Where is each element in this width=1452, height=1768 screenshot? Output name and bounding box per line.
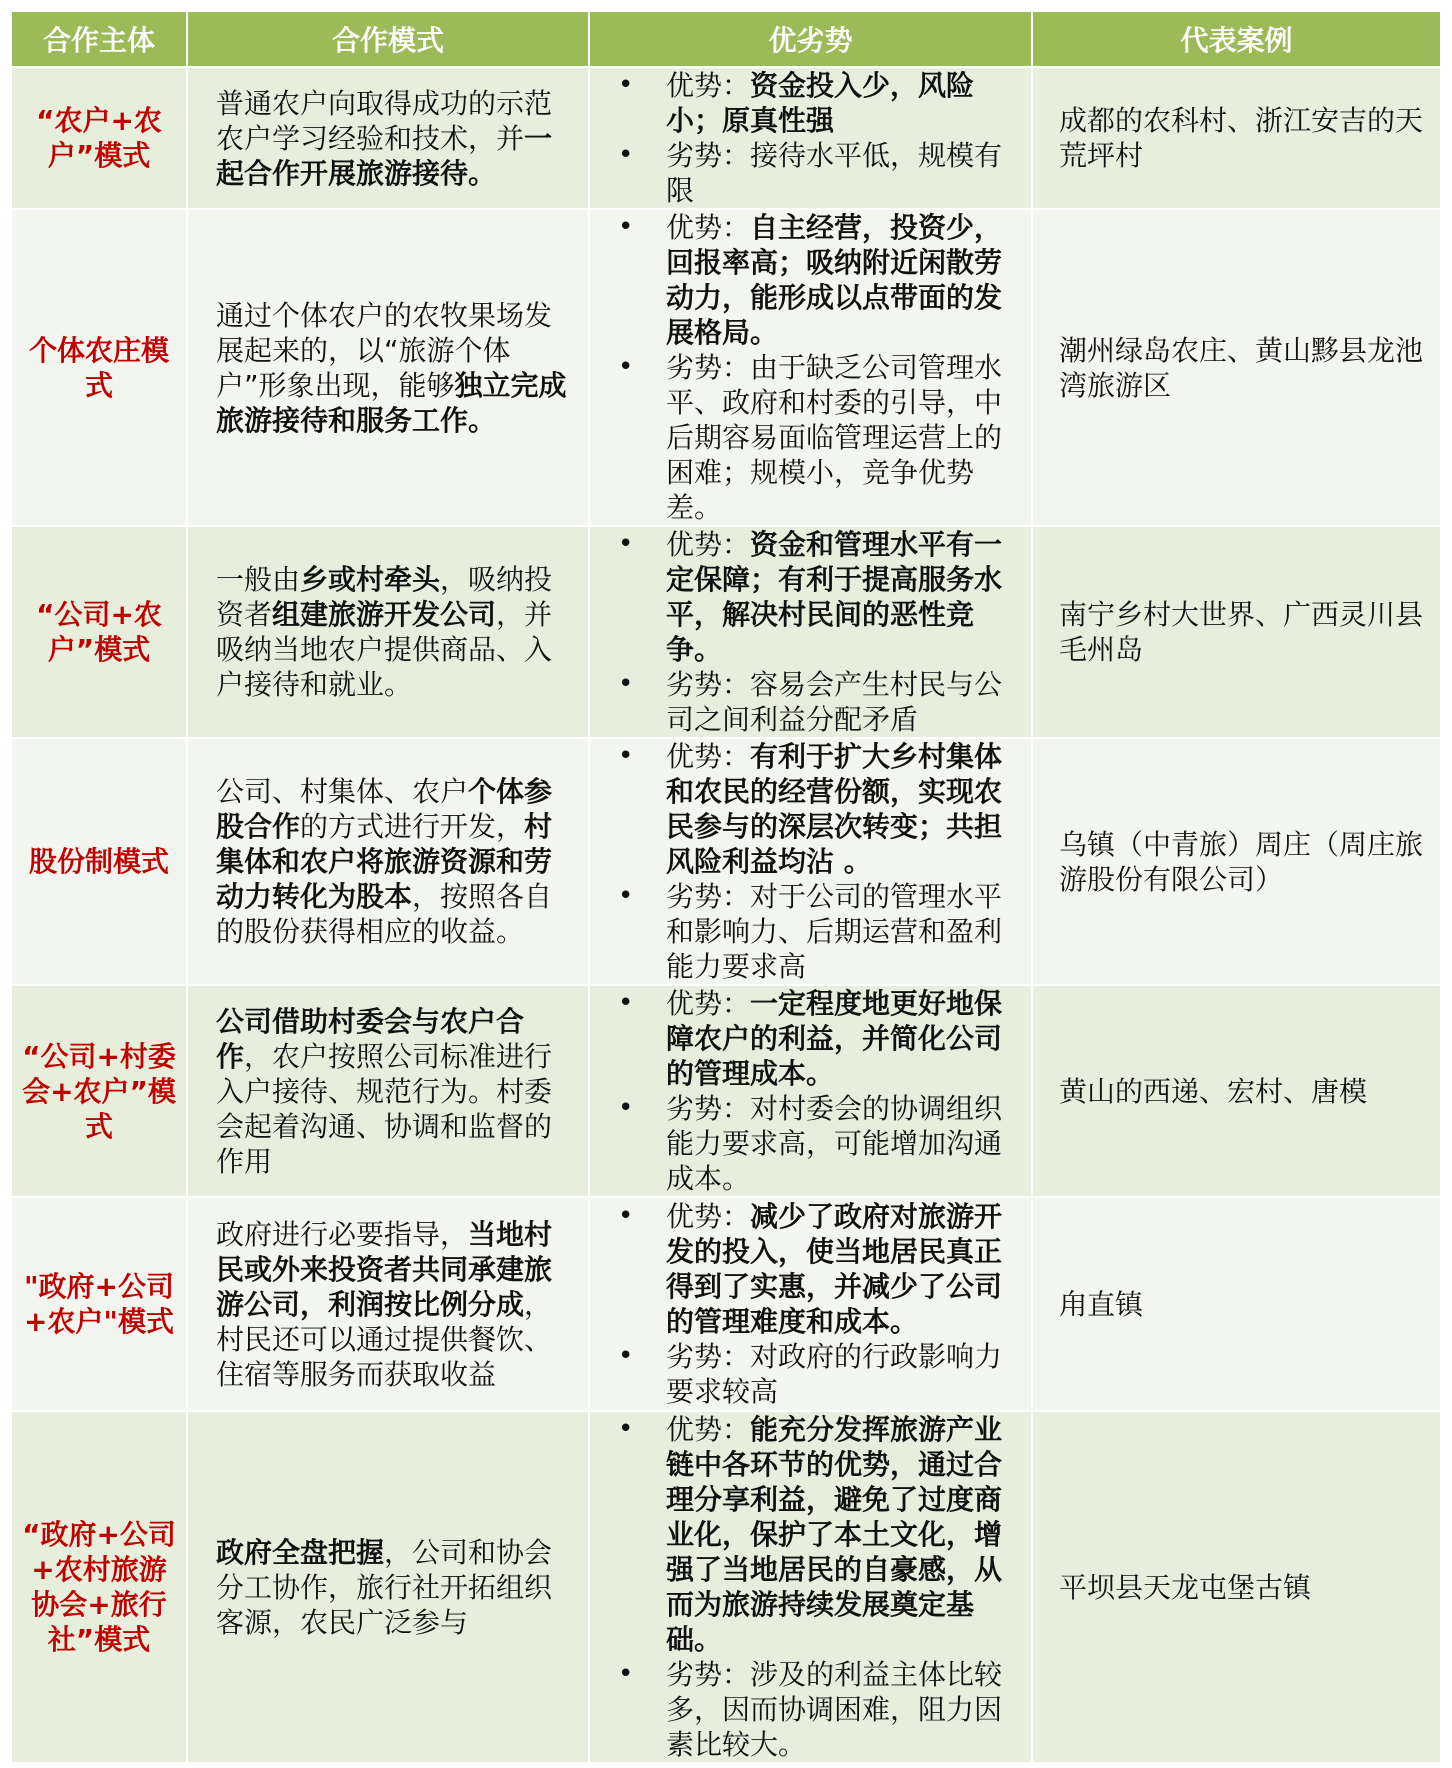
pros-cons-list xyxy=(606,527,1017,737)
text-segment: 对村委会的协调组织能力要求高，可能增加沟通成本。 xyxy=(666,1092,1003,1195)
cooperation-mode-cell xyxy=(188,525,590,737)
cooperation-subject-cell: "政府+公司+农户"模式 xyxy=(12,1196,188,1410)
cooperation-subject-cell: “政府+公司+农村旅游协会+旅行社”模式 xyxy=(12,1410,188,1762)
table-row xyxy=(12,984,1440,1196)
pros-cons-list xyxy=(606,1199,1017,1409)
text-segment: 对政府的行政影响力要求较高 xyxy=(666,1340,1003,1408)
header-representative-cases: 代表案例 xyxy=(1033,12,1440,66)
cooperation-mode-cell xyxy=(188,1196,590,1410)
emphasized-text: 村集体和农户将旅游资源和劳动力转化为股本 xyxy=(216,810,553,913)
emphasized-text: 组建旅游开发公司 xyxy=(272,598,497,631)
header-cooperation-subject: 合作主体 xyxy=(12,12,188,66)
pros-cons-cell xyxy=(590,1196,1033,1410)
representative-case-cell: 甪直镇 xyxy=(1033,1196,1440,1410)
table-row xyxy=(12,1196,1440,1410)
emphasized-text: 个体参股合作 xyxy=(216,775,553,843)
emphasized-text: 资金和管理水平有一定保障；有利于提高服务水平，解决村民间的恶性竞争。 xyxy=(666,528,1003,666)
advantage-item xyxy=(606,527,1017,667)
text-segment: ，村民还可以通过提供餐饮、住宿等服务而获取收益 xyxy=(216,1287,553,1391)
header-pros-cons: 优劣势 xyxy=(590,12,1033,66)
advantage-label: 优势： xyxy=(666,211,751,244)
disadvantage-item xyxy=(606,1339,1017,1409)
cooperation-model-table xyxy=(12,12,1440,1762)
pros-cons-cell xyxy=(590,525,1033,737)
disadvantage-label: 劣势： xyxy=(666,1658,751,1691)
disadvantage-label: 劣势： xyxy=(666,880,751,913)
text-segment: 接待水平低，规模有限 xyxy=(666,139,1003,207)
pros-cons-list xyxy=(606,739,1017,984)
table-row xyxy=(12,208,1440,525)
table-row xyxy=(12,525,1440,737)
table-row xyxy=(12,1410,1440,1762)
emphasized-text: 资金投入少，风险小；原真性强 xyxy=(666,69,975,137)
text-segment: 的方式进行开发， xyxy=(300,810,525,843)
text-segment: 涉及的利益主体比较多，因而协调困难，阻力因素比较大。 xyxy=(666,1658,1003,1761)
pros-cons-cell xyxy=(590,1410,1033,1762)
cooperation-mode-cell xyxy=(188,66,590,208)
representative-case-cell: 黄山的西递、宏村、唐模 xyxy=(1033,984,1440,1196)
disadvantage-label: 劣势： xyxy=(666,1092,751,1125)
disadvantage-item xyxy=(606,138,1017,208)
disadvantage-label: 劣势： xyxy=(666,139,751,172)
advantage-label: 优势： xyxy=(666,528,751,561)
table-row xyxy=(12,66,1440,208)
advantage-label: 优势： xyxy=(666,69,751,102)
advantage-item xyxy=(606,210,1017,350)
representative-case-cell: 南宁乡村大世界、广西灵川县毛州岛 xyxy=(1033,525,1440,737)
cooperation-subject-cell: “公司+农户”模式 xyxy=(12,525,188,737)
disadvantage-item xyxy=(606,1657,1017,1762)
emphasized-text: 公司借助村委会与农户合作 xyxy=(216,1004,525,1073)
emphasized-text: 能充分发挥旅游产业链中各环节的优势，通过合理分享利益，避免了过度商业化，保护了本土文化，增强了当地居民的自豪感，从而为旅游持续发展奠定基础。 xyxy=(666,1413,1003,1656)
advantage-label: 优势： xyxy=(666,1413,751,1446)
text-segment: ，农户按照公司标准进行入户接待、规范行为。村委会起着沟通、协调和监督的作用 xyxy=(216,1039,553,1178)
text-segment: 由于缺乏公司管理水平、政府和村委的引导，中后期容易面临管理运营上的困难；规模小，竞争优势差。 xyxy=(666,351,1003,524)
advantage-item xyxy=(606,68,1017,138)
cooperation-mode-cell xyxy=(188,737,590,984)
text-segment: ，公司和协会分工协作，旅行社开拓组织客源，农民广泛参与 xyxy=(216,1535,553,1639)
text-segment: 对于公司的管理水平和影响力、后期运营和盈利能力要求高 xyxy=(666,880,1003,983)
pros-cons-list xyxy=(606,1412,1017,1762)
text-segment: 普通农户向取得成功的示范农户学习经验和技术，并 xyxy=(216,86,553,155)
header-cooperation-mode: 合作模式 xyxy=(188,12,590,66)
emphasized-text: 一起合作开展旅游接待。 xyxy=(216,121,553,190)
disadvantage-label: 劣势： xyxy=(666,351,751,384)
disadvantage-item xyxy=(606,667,1017,737)
emphasized-text: 独立完成旅游接待和服务工作。 xyxy=(216,368,567,437)
advantage-item xyxy=(606,986,1017,1091)
advantage-label: 优势： xyxy=(666,987,751,1020)
cooperation-subject-cell: 个体农庄模式 xyxy=(12,208,188,525)
pros-cons-list xyxy=(606,210,1017,525)
text-segment: 容易会产生村民与公司之间利益分配矛盾 xyxy=(666,668,1003,736)
emphasized-text: 政府全盘把握 xyxy=(216,1535,385,1569)
pros-cons-cell xyxy=(590,737,1033,984)
disadvantage-item xyxy=(606,350,1017,525)
comparison-table-container xyxy=(12,12,1440,1762)
text-segment: ，吸纳投资者 xyxy=(216,563,553,631)
disadvantage-item xyxy=(606,879,1017,984)
text-segment: ，按照各自的股份获得相应的收益。 xyxy=(216,880,553,948)
cooperation-subject-cell: “农户+农户”模式 xyxy=(12,66,188,208)
pros-cons-cell xyxy=(590,66,1033,208)
representative-case-cell: 乌镇（中青旅）周庄（周庄旅游股份有限公司） xyxy=(1033,737,1440,984)
advantage-item xyxy=(606,1412,1017,1657)
pros-cons-list xyxy=(606,68,1017,208)
text-segment: 政府进行必要指导， xyxy=(216,1217,469,1251)
text-segment: ，并吸纳当地农户提供商品、入户接待和就业。 xyxy=(216,598,553,701)
representative-case-cell: 成都的农科村、浙江安吉的天荒坪村 xyxy=(1033,66,1440,208)
text-segment: 公司、村集体、农户 xyxy=(216,775,469,808)
emphasized-text: 乡或村牵头 xyxy=(300,563,441,596)
emphasized-text: 自主经营，投资少，回报率高；吸纳附近闲散劳动力，能形成以点带面的发展格局。 xyxy=(666,211,1003,349)
advantage-item xyxy=(606,1199,1017,1339)
table-header-row xyxy=(12,12,1440,66)
emphasized-text: 减少了政府对旅游开发的投入，使当地居民真正得到了实惠，并减少了公司的管理难度和成本。 xyxy=(666,1200,1003,1338)
disadvantage-label: 劣势： xyxy=(666,668,751,701)
pros-cons-list xyxy=(606,986,1017,1196)
disadvantage-item xyxy=(606,1091,1017,1196)
cooperation-mode-cell xyxy=(188,1410,590,1762)
representative-case-cell: 潮州绿岛农庄、黄山黟县龙池湾旅游区 xyxy=(1033,208,1440,525)
disadvantage-label: 劣势： xyxy=(666,1340,751,1373)
cooperation-mode-cell xyxy=(188,208,590,525)
table-row xyxy=(12,737,1440,984)
emphasized-text: 有利于扩大乡村集体和农民的经营份额，实现农民参与的深层次转变；共担风险利益均沾 。 xyxy=(666,740,1003,878)
emphasized-text: 当地村民或外来投资者共同承建旅游公司，利润按比例分成 xyxy=(216,1217,553,1321)
cooperation-mode-cell xyxy=(188,984,590,1196)
text-segment: 一般由 xyxy=(216,563,301,596)
advantage-label: 优势： xyxy=(666,740,751,773)
representative-case-cell: 平坝县天龙屯堡古镇 xyxy=(1033,1410,1440,1762)
emphasized-text: 一定程度地更好地保障农户的利益，并简化公司的管理成本。 xyxy=(666,987,1003,1090)
pros-cons-cell xyxy=(590,208,1033,525)
pros-cons-cell xyxy=(590,984,1033,1196)
cooperation-subject-cell: 股份制模式 xyxy=(12,737,188,984)
cooperation-subject-cell: “公司+村委会+农户”模式 xyxy=(12,984,188,1196)
advantage-item xyxy=(606,739,1017,879)
text-segment: 通过个体农户的农牧果场发展起来的，以“旅游个体户”形象出现，能够 xyxy=(216,298,553,402)
advantage-label: 优势： xyxy=(666,1200,751,1233)
